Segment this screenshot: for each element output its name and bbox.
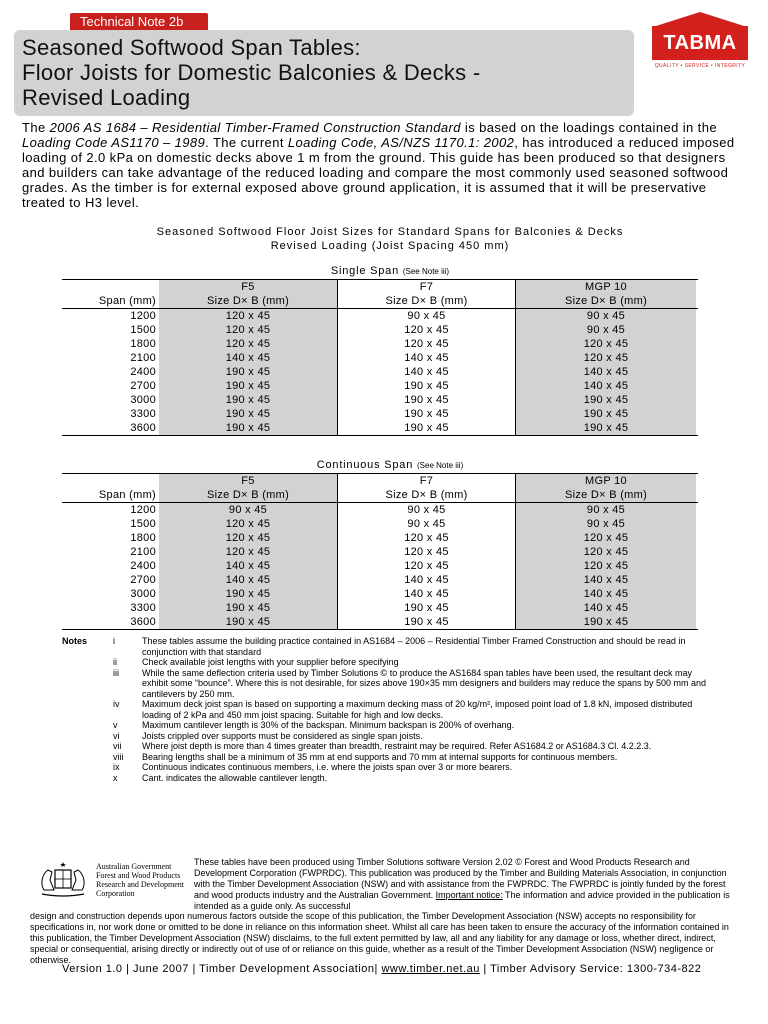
f5-size-cell: 120 x 45 — [159, 309, 337, 323]
important-notice-label: Important notice: — [435, 890, 503, 900]
note-text: While the same deflection criteria used by Timber Solutions © to produce the AS1684 span tables have been used, the resultant deck may exhibit some “bounce”. Where this is not desirable, for sizes above 190×35 mm designers and builders may reduce the spans by 500 mm and cantilevers by 250 mm. — [142, 667, 707, 699]
website-link[interactable]: www.timber.net.au — [381, 963, 480, 975]
note-number: vii — [113, 741, 122, 751]
note-item — [62, 773, 712, 784]
important-notice-text: The information and advice provided in the publication is intended as a guide only. As successful — [194, 890, 730, 911]
f5-size-cell: 190 x 45 — [159, 365, 337, 379]
f5-size-cell: 190 x 45 — [159, 601, 337, 615]
version-footer — [62, 963, 742, 975]
header-size-f5: Size D× B (mm) — [159, 488, 337, 502]
header-blank — [62, 280, 159, 294]
note-text: Check available joist lengths with your supplier before specifying — [142, 657, 399, 667]
notes-heading: Notes — [62, 636, 88, 646]
table-row — [62, 559, 698, 573]
table-row — [62, 573, 698, 587]
intro-text: is based on the loadings contained in the — [460, 120, 717, 135]
mgp10-size-cell: 140 x 45 — [515, 379, 696, 393]
notes-list — [62, 636, 712, 783]
header-span: Span (mm) — [98, 295, 156, 307]
mgp10-size-cell: 140 x 45 — [515, 365, 696, 379]
mgp10-size-cell: 190 x 45 — [515, 393, 696, 407]
f5-size-cell: 190 x 45 — [159, 393, 337, 407]
intro-text: . The current — [205, 135, 288, 150]
f5-size-cell: 140 x 45 — [159, 573, 337, 587]
note-text: Maximum deck joist span is based on supporting a maximum decking mass of 20 kg/m², imposed point load of 1.8 kN, imposed distributed loading of 2 kPa and 450 mm joist spacing. Suitable for high and low decks. — [142, 699, 693, 720]
span-cell: 1200 — [130, 310, 156, 322]
table-row — [62, 615, 698, 629]
continuous-span-table — [62, 473, 698, 630]
note-item — [62, 699, 712, 720]
note-text: Joists crippled over supports must be considered as single span joists. — [142, 730, 423, 741]
span-cell: 2100 — [130, 546, 156, 558]
span-cell: 1200 — [130, 504, 156, 516]
table-row — [62, 421, 698, 435]
f7-size-cell: 190 x 45 — [337, 407, 515, 421]
f7-size-cell: 190 x 45 — [337, 615, 515, 629]
table-row — [62, 407, 698, 421]
f5-size-cell: 140 x 45 — [159, 559, 337, 573]
mgp10-size-cell: 120 x 45 — [515, 559, 696, 573]
f5-size-cell: 190 x 45 — [159, 407, 337, 421]
mgp10-size-cell: 90 x 45 — [515, 323, 696, 337]
span-cell: 3000 — [130, 588, 156, 600]
gov-logo-text — [96, 862, 184, 898]
f7-size-cell: 190 x 45 — [337, 379, 515, 393]
title-line-2: Floor Joists for Domestic Balconies & Decks - — [22, 60, 481, 85]
single-span-title: Single Span — [330, 265, 399, 277]
header-f5: F5 — [159, 474, 337, 488]
f7-size-cell: 90 x 45 — [337, 309, 515, 323]
table-row — [62, 531, 698, 545]
mgp10-size-cell: 190 x 45 — [515, 407, 696, 421]
header-size-f5: Size D× B (mm) — [159, 294, 337, 308]
table-header-grades — [62, 280, 698, 294]
note-text: Continuous indicates continuous members, i.e. where the joists span over 3 or more bearers. — [142, 762, 513, 772]
intro-text: The — [22, 120, 50, 135]
f7-size-cell: 120 x 45 — [337, 559, 515, 573]
header-size-f7: Size D× B (mm) — [337, 294, 515, 308]
table-row — [62, 379, 698, 393]
advisory-service: | Timber Advisory Service: 1300-734-822 — [479, 963, 702, 975]
mgp10-size-cell: 140 x 45 — [515, 601, 696, 615]
production-credits — [194, 857, 734, 912]
f5-size-cell: 120 x 45 — [159, 531, 337, 545]
table-row — [62, 601, 698, 615]
span-cell: 2700 — [130, 574, 156, 586]
span-cell: 2400 — [130, 366, 156, 378]
credits-text: These tables have been produced using Timber Solutions software Version 2.02 © Forest and Wood Products Research and Development Corporation (FWPRDC). This publication was produced by the Timber and Building Materials Association, in conjunction with the Timber Development Association (NSW) and with assistance from the FWPRDC. The FWPRDC is jointly funded by the forest and wood products industry and the Australian Government. — [194, 857, 727, 900]
f5-size-cell: 120 x 45 — [159, 337, 337, 351]
header-mgp10: MGP 10 — [515, 280, 696, 294]
page-title — [22, 35, 481, 110]
intro-paragraph — [22, 120, 740, 210]
note-number: viii — [113, 751, 124, 762]
table-row — [62, 545, 698, 559]
span-cell: 1500 — [130, 518, 156, 530]
f7-size-cell: 140 x 45 — [337, 573, 515, 587]
f7-size-cell: 120 x 45 — [337, 323, 515, 337]
span-cell: 2700 — [130, 380, 156, 392]
title-line-1: Seasoned Softwood Span Tables: — [22, 35, 361, 60]
f5-size-cell: 190 x 45 — [159, 615, 337, 629]
note-item — [62, 762, 712, 773]
span-cell: 3300 — [130, 408, 156, 420]
note-item — [62, 668, 712, 700]
mgp10-size-cell: 140 x 45 — [515, 587, 696, 601]
header-size-f7: Size D× B (mm) — [337, 488, 515, 502]
note-number: vi — [113, 730, 120, 741]
f7-size-cell: 120 x 45 — [337, 337, 515, 351]
f5-size-cell: 120 x 45 — [159, 323, 337, 337]
header-f7: F7 — [337, 280, 515, 294]
mgp10-size-cell: 120 x 45 — [515, 531, 696, 545]
intro-current-code-ref: Loading Code, AS/NZS 1170.1: 2002 — [287, 135, 515, 150]
gov-line: Research and Development — [96, 880, 184, 889]
single-span-label — [30, 265, 750, 277]
span-cell: 1800 — [130, 532, 156, 544]
header-span: Span (mm) — [98, 489, 156, 501]
f7-size-cell: 140 x 45 — [337, 365, 515, 379]
table-row — [62, 517, 698, 531]
note-text: Maximum cantilever length is 30% of the backspan. Minimum backspan is 200% of overhang. — [142, 720, 515, 730]
australian-government-logo — [36, 860, 196, 900]
table-row — [62, 587, 698, 601]
tabma-logo — [646, 12, 754, 72]
f5-size-cell: 120 x 45 — [159, 545, 337, 559]
span-cell: 3600 — [130, 422, 156, 434]
f7-size-cell: 90 x 45 — [337, 517, 515, 531]
continuous-span-note-ref: (See Note iii) — [417, 461, 464, 470]
f7-size-cell: 90 x 45 — [337, 503, 515, 517]
table-caption — [30, 225, 750, 253]
f5-size-cell: 90 x 45 — [159, 503, 337, 517]
mgp10-size-cell: 120 x 45 — [515, 351, 696, 365]
f5-size-cell: 120 x 45 — [159, 517, 337, 531]
note-text: These tables assume the building practice contained in AS1684 – 2006 – Residential Timber Framed Construction and should be read in conjunction with that standard — [142, 636, 686, 657]
f5-size-cell: 190 x 45 — [159, 379, 337, 393]
note-text: Bearing lengths shall be a minimum of 35 mm at end supports and 70 mm at internal supports for continuous members. — [142, 751, 618, 762]
note-number: ix — [113, 762, 120, 772]
continuous-span-label — [30, 459, 750, 471]
intro-loading-code-ref: Loading Code AS1170 – 1989 — [22, 135, 206, 150]
table-header-sizes — [62, 294, 698, 309]
note-number: i — [113, 636, 115, 646]
header-mgp10: MGP 10 — [515, 474, 696, 488]
f7-size-cell: 190 x 45 — [337, 601, 515, 615]
note-item — [62, 731, 712, 742]
span-cell: 2400 — [130, 560, 156, 572]
table-row — [62, 323, 698, 337]
note-item — [62, 741, 712, 752]
f5-size-cell: 140 x 45 — [159, 351, 337, 365]
table-row — [62, 503, 698, 517]
span-cell: 3300 — [130, 602, 156, 614]
f5-size-cell: 190 x 45 — [159, 421, 337, 435]
continuous-span-title: Continuous Span — [316, 459, 414, 471]
disclaimer-text: design and construction depends upon numerous factors outside the scope of this publication, the Timber Development Association (NSW) accepts no responsibility for specifications in, nor work done or omitted to be done in reliance on this information sheet. Whilst all care has been taken to ensure the accuracy of the information contained in this publication, the Timber Development Association (NSW) disclaims, to the full extent permitted by law, all and any liability for any damage or loss, whether direct, indirect, special or consequential, arising directly or indirectly out of use of or reliance on this guide, whether as a result of the Timber Development Association (NSW) negligence or otherwise. — [30, 911, 729, 965]
coat-of-arms-icon — [36, 860, 90, 900]
table-row — [62, 393, 698, 407]
note-number: x — [113, 772, 118, 783]
span-cell: 1800 — [130, 338, 156, 350]
f7-size-cell: 140 x 45 — [337, 351, 515, 365]
f5-size-cell: 190 x 45 — [159, 587, 337, 601]
header-f5: F5 — [159, 280, 337, 294]
table-row — [62, 337, 698, 351]
table-row — [62, 365, 698, 379]
gov-line: Forest and Wood Products — [96, 871, 181, 880]
mgp10-size-cell: 90 x 45 — [515, 309, 696, 323]
intro-text: , has introduced a reduced imposed loading of 2.0 kPa on domestic decks above 1 m from the ground. This guide has been produced so that designers and builders can take advantage of the reduced loading and compare the most commonly used seasoned softwood grades. As the timber is for external exposed above ground application, it is assumed that it will be preservative treated to H3 level. — [22, 135, 735, 210]
technical-note-badge: Technical Note 2b — [70, 13, 208, 31]
single-span-table — [62, 279, 698, 436]
f7-size-cell: 190 x 45 — [337, 393, 515, 407]
note-number: ii — [113, 657, 117, 667]
table-header-sizes — [62, 488, 698, 503]
note-text: Where joist depth is more than 4 times greater than breadth, restraint may be required. Refer AS1684.2 or AS1684.3 Cl. 4.2.2.3. — [142, 741, 652, 751]
mgp10-size-cell: 190 x 45 — [515, 615, 696, 629]
span-cell: 2100 — [130, 352, 156, 364]
house-roof-icon — [656, 12, 744, 26]
span-cell: 3000 — [130, 394, 156, 406]
note-text: Cant. indicates the allowable cantilever length. — [142, 772, 328, 783]
f7-size-cell: 120 x 45 — [337, 545, 515, 559]
table-row — [62, 351, 698, 365]
mgp10-size-cell: 190 x 45 — [515, 421, 696, 435]
note-number: iv — [113, 699, 120, 709]
table-header-grades — [62, 474, 698, 488]
header-size-mgp10: Size D× B (mm) — [515, 294, 696, 308]
f7-size-cell: 120 x 45 — [337, 531, 515, 545]
title-line-3: Revised Loading — [22, 85, 191, 110]
note-item — [62, 636, 712, 657]
note-number: iii — [113, 667, 119, 678]
mgp10-size-cell: 90 x 45 — [515, 503, 696, 517]
span-cell: 1500 — [130, 324, 156, 336]
single-span-note-ref: (See Note iii) — [402, 267, 450, 276]
notes-section — [62, 636, 712, 783]
header-size-mgp10: Size D× B (mm) — [515, 488, 696, 502]
mgp10-size-cell: 120 x 45 — [515, 545, 696, 559]
gov-line: Australian Government — [96, 862, 172, 871]
span-cell: 3600 — [130, 616, 156, 628]
note-item — [62, 657, 712, 668]
mgp10-size-cell: 120 x 45 — [515, 337, 696, 351]
f7-size-cell: 190 x 45 — [337, 421, 515, 435]
version-info: Version 1.0 | June 2007 | Timber Development Association| — [62, 963, 382, 975]
gov-line: Corporation — [96, 889, 135, 898]
mgp10-size-cell: 90 x 45 — [515, 517, 696, 531]
mgp10-size-cell: 140 x 45 — [515, 573, 696, 587]
caption-line-2: Revised Loading (Joist Spacing 450 mm) — [270, 240, 510, 252]
f7-size-cell: 140 x 45 — [337, 587, 515, 601]
logo-wordmark: TABMA — [652, 26, 748, 60]
logo-tagline: QUALITY • SERVICE • INTEGRITY — [654, 63, 746, 69]
header-blank — [62, 474, 159, 488]
table-row — [62, 309, 698, 323]
note-item — [62, 752, 712, 763]
note-number: v — [113, 720, 118, 730]
note-item — [62, 720, 712, 731]
header-f7: F7 — [337, 474, 515, 488]
intro-standard-ref: 2006 AS 1684 – Residential Timber-Framed Construction Standard — [49, 120, 461, 135]
caption-line-1: Seasoned Softwood Floor Joist Sizes for Standard Spans for Balconies & Decks — [156, 226, 624, 238]
